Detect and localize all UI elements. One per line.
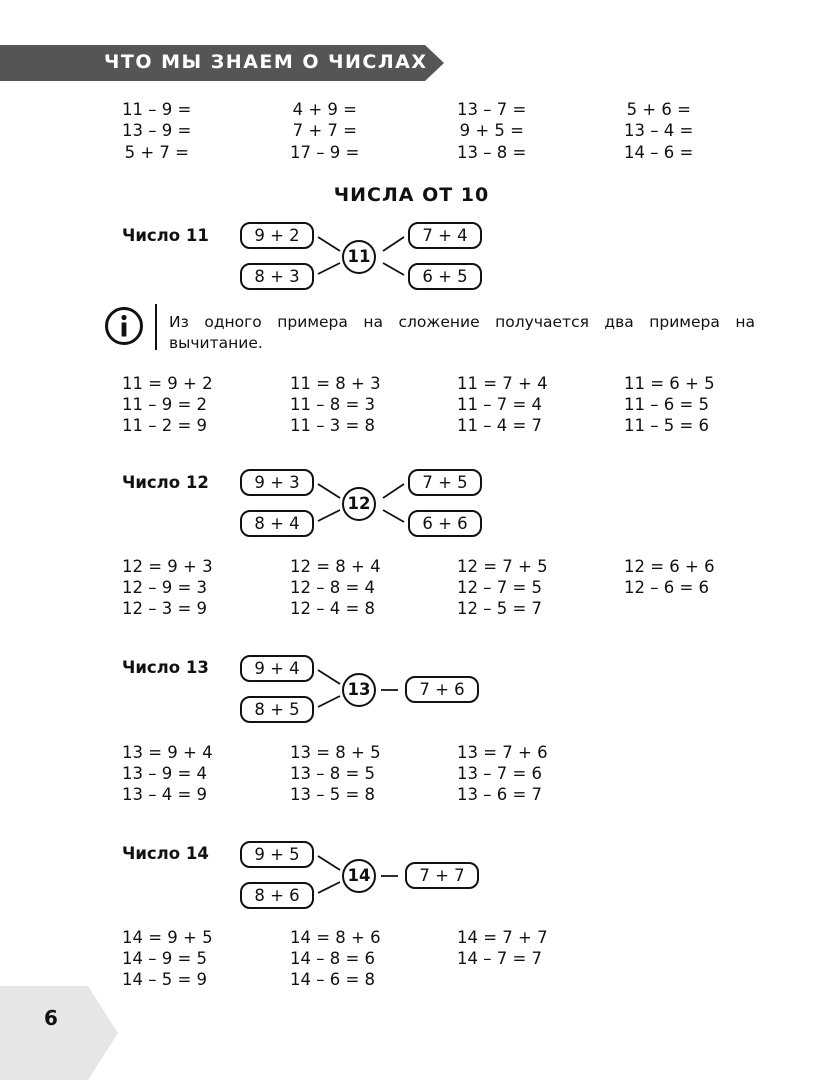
equation: 13 – 5 = 8 <box>290 785 376 804</box>
equation: 13 – 8 = 5 <box>290 764 376 783</box>
equation: 13 – 7 = 6 <box>457 764 543 783</box>
number-circle: 12 <box>342 487 376 521</box>
equation: 12 = 7 + 5 <box>457 557 548 576</box>
equation: 14 – 7 = 7 <box>457 949 543 968</box>
exercise: 11 – 9 = <box>122 100 192 119</box>
equation: 14 – 9 = 5 <box>122 949 208 968</box>
section-title: ЧИСЛА ОТ 10 <box>333 184 490 206</box>
exercise: 13 – 8 = <box>457 143 527 162</box>
equation: 11 = 6 + 5 <box>624 374 715 393</box>
equation: 13 = 7 + 6 <box>457 743 548 762</box>
equation: 13 – 9 = 4 <box>122 764 208 783</box>
equation: 13 – 6 = 7 <box>457 785 543 804</box>
exercise: 5 + 6 = <box>626 100 691 119</box>
sum-box: 7 + 4 <box>408 222 482 249</box>
equation: 11 = 7 + 4 <box>457 374 548 393</box>
exercise: 13 – 9 = <box>122 121 192 140</box>
number-label: Число 11 <box>122 226 209 245</box>
number-label: Число 12 <box>122 473 209 492</box>
sum-box: 8 + 3 <box>240 263 314 290</box>
sum-box: 7 + 7 <box>405 862 479 889</box>
equation: 14 = 9 + 5 <box>122 928 213 947</box>
exercise: 9 + 5 = <box>459 121 524 140</box>
number-circle: 11 <box>342 240 376 274</box>
equation: 12 – 4 = 8 <box>290 599 376 618</box>
equation: 12 – 6 = 6 <box>624 578 710 597</box>
equation: 12 = 9 + 3 <box>122 557 213 576</box>
sum-box: 6 + 6 <box>408 510 482 537</box>
info-text: Из одного примера на сложение получается два примера на вычитание. <box>169 313 755 352</box>
equation: 12 = 8 + 4 <box>290 557 381 576</box>
sum-box: 6 + 5 <box>408 263 482 290</box>
equation: 11 – 2 = 9 <box>122 416 208 435</box>
equation: 11 = 8 + 3 <box>290 374 381 393</box>
number-circle: 13 <box>342 673 376 707</box>
equation: 11 – 3 = 8 <box>290 416 376 435</box>
equation: 13 = 9 + 4 <box>122 743 213 762</box>
number-label: Число 14 <box>122 844 209 863</box>
chapter-title: ЧТО МЫ ЗНАЕМ О ЧИСЛАХ <box>104 51 428 73</box>
equation: 14 – 6 = 8 <box>290 970 376 989</box>
equation: 11 – 7 = 4 <box>457 395 543 414</box>
equation: 12 – 7 = 5 <box>457 578 543 597</box>
sum-box: 9 + 3 <box>240 469 314 496</box>
sum-box: 7 + 5 <box>408 469 482 496</box>
exercise: 13 – 7 = <box>457 100 527 119</box>
exercise: 5 + 7 = <box>124 143 189 162</box>
exercise: 7 + 7 = <box>292 121 357 140</box>
exercise: 13 – 4 = <box>624 121 694 140</box>
equation: 11 – 5 = 6 <box>624 416 710 435</box>
equation: 13 – 4 = 9 <box>122 785 208 804</box>
equation: 12 – 5 = 7 <box>457 599 543 618</box>
number-label: Число 13 <box>122 658 209 677</box>
sum-box: 8 + 6 <box>240 882 314 909</box>
equation: 14 – 8 = 6 <box>290 949 376 968</box>
equation: 12 – 3 = 9 <box>122 599 208 618</box>
exercise: 4 + 9 = <box>292 100 357 119</box>
sum-box: 9 + 2 <box>240 222 314 249</box>
sum-box: 7 + 6 <box>405 676 479 703</box>
equation: 14 = 8 + 6 <box>290 928 381 947</box>
equation: 12 – 8 = 4 <box>290 578 376 597</box>
sum-box: 9 + 5 <box>240 841 314 868</box>
info-icon <box>104 306 144 346</box>
number-circle: 14 <box>342 859 376 893</box>
equation: 12 = 6 + 6 <box>624 557 715 576</box>
equation: 11 – 8 = 3 <box>290 395 376 414</box>
equation: 12 – 9 = 3 <box>122 578 208 597</box>
page-number-tab <box>0 986 120 1080</box>
equation: 11 – 4 = 7 <box>457 416 543 435</box>
equation: 14 – 5 = 9 <box>122 970 208 989</box>
equation: 13 = 8 + 5 <box>290 743 381 762</box>
page-number: 6 <box>44 1006 58 1030</box>
exercise: 17 – 9 = <box>290 143 360 162</box>
sum-box: 8 + 5 <box>240 696 314 723</box>
equation: 11 = 9 + 2 <box>122 374 213 393</box>
equation: 11 – 6 = 5 <box>624 395 710 414</box>
equation: 11 – 9 = 2 <box>122 395 208 414</box>
sum-box: 9 + 4 <box>240 655 314 682</box>
exercise: 14 – 6 = <box>624 143 694 162</box>
equation: 14 = 7 + 7 <box>457 928 548 947</box>
info-divider <box>155 304 157 350</box>
sum-box: 8 + 4 <box>240 510 314 537</box>
